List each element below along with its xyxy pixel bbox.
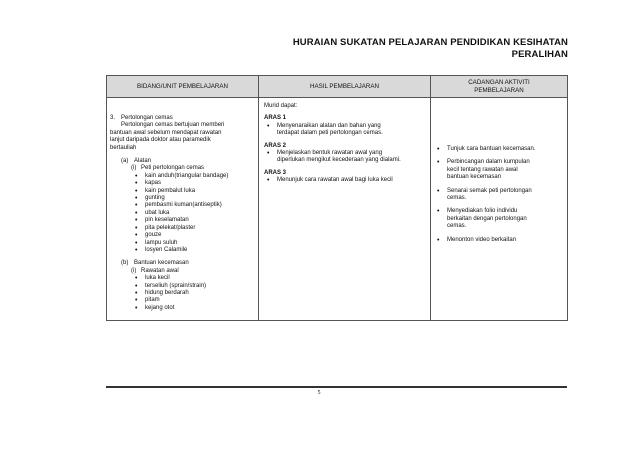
subsection-b	[110, 260, 254, 267]
cell-hasil	[259, 98, 431, 321]
list-item-text: kejang otot	[145, 304, 175, 311]
list-item-text: lampu suluh	[145, 239, 178, 246]
bullet: •	[135, 195, 138, 203]
subsection-a-i-label: (i)	[131, 165, 137, 172]
bullet: •	[135, 275, 138, 283]
text-line: cemas.	[447, 223, 467, 230]
list-item	[437, 188, 563, 203]
list-item	[264, 177, 426, 184]
list-item	[135, 240, 254, 247]
initial-treatment-list	[110, 275, 254, 312]
text-line: Perbincangan dalam kumpulan	[447, 159, 530, 166]
header-cadangan	[431, 76, 568, 98]
list-item	[135, 217, 254, 224]
list-item-text	[447, 208, 527, 230]
list-item	[135, 188, 254, 195]
bullet: •	[267, 122, 270, 130]
cell-bidang	[107, 98, 259, 321]
desc-line: bantuan awal sebelum mendapat rawatan	[110, 129, 222, 136]
list-item-text: kain anduh(triangular bandage)	[145, 172, 229, 179]
list-item-text: kain pembalut luka	[145, 187, 196, 194]
subsection-a-i	[110, 165, 254, 172]
text-line: Menjelaskan bentuk rawatan awal yang	[277, 150, 383, 157]
header-bidang: BIDANG/UNIT PEMBELAJARAN	[107, 76, 259, 98]
subsection-a-title: Alatan	[134, 158, 152, 165]
bullet: •	[437, 159, 440, 167]
list-item	[135, 305, 254, 312]
bullet: •	[135, 304, 138, 312]
list-item-text	[277, 123, 383, 138]
title-line-2: PERALIHAN	[511, 49, 568, 60]
list-item-text: pita pelekat/plaster	[145, 224, 196, 231]
list-item-text: losyen Calamile	[145, 246, 188, 253]
bullet: •	[135, 172, 138, 180]
list-item	[264, 150, 426, 165]
header-hasil: HASIL PEMBELAJARAN	[259, 76, 431, 98]
bullet: •	[135, 209, 138, 217]
list-item-text	[277, 150, 401, 165]
list-item-text: hidung berdarah	[145, 289, 189, 296]
document-title	[268, 37, 568, 61]
intro-text: Murid dapat:	[264, 103, 298, 109]
bullet: •	[135, 187, 138, 195]
list-item-text: pin keselamatan	[145, 217, 189, 224]
section-desc	[121, 122, 224, 129]
subsection-b-i	[110, 268, 254, 275]
header-cadangan-line-1: CADANGAN AKTIVITI	[468, 78, 530, 86]
bullet: •	[135, 232, 138, 240]
list-item	[264, 123, 426, 138]
text-line: kecil tentang rawatan awal	[447, 166, 518, 173]
list-item-text	[447, 188, 532, 203]
section-number: 3.	[110, 115, 116, 121]
text-line: Menyenaraikan alatan dan bahan yang	[277, 122, 381, 129]
text-line: Menyediakan folio individu	[447, 208, 518, 215]
list-item-text: gunting	[145, 195, 165, 202]
first-aid-kit-list	[110, 173, 254, 254]
bullet: •	[267, 150, 270, 158]
list-item-text: pitam	[145, 297, 160, 304]
list-item-text: pembasmi kuman(antiseptik)	[145, 202, 222, 209]
text-line: diperlukan mengikut kecederaan yang dialami.	[277, 157, 401, 164]
list-item-text	[277, 177, 393, 184]
bullet: •	[437, 236, 440, 244]
bullet: •	[437, 208, 440, 216]
cell-cadangan	[431, 98, 568, 321]
subsection-b-label: (b)	[121, 260, 129, 267]
list-item-text	[447, 146, 536, 153]
list-item	[135, 290, 254, 297]
list-item	[135, 275, 254, 282]
list-item-text	[447, 237, 516, 244]
subsection-b-i-label: (i)	[131, 267, 137, 274]
table-header-row	[107, 76, 568, 98]
list-item-text: ubat luka	[145, 209, 170, 216]
text-line: Menonton video berkaitan	[447, 236, 517, 243]
text-line: Tunjuk cara bantuan kecemasan.	[447, 146, 536, 152]
aras-3-heading: ARAS 3	[264, 169, 287, 176]
list-item	[437, 146, 563, 153]
list-item-text: luka kecil	[145, 275, 170, 282]
bullet: •	[135, 297, 138, 305]
text-line: bantuan kecemasan	[447, 174, 502, 181]
list-item-text: gouze	[145, 232, 162, 239]
desc-line: lanjut daripada doktor atau paramedik	[110, 137, 211, 144]
list-item	[135, 210, 254, 217]
desc-line: bertauliah	[110, 144, 137, 151]
subsection-a-label: (a)	[121, 158, 129, 165]
list-item-text: terseliuh (sprain/strain)	[145, 282, 207, 289]
syllabus-table	[106, 75, 568, 321]
title-line-1: HURAIAN SUKATAN PELAJARAN PENDIDIKAN KESIHATAN	[292, 37, 568, 48]
bullet: •	[135, 217, 138, 225]
text-line: terdapat dalam peti pertolongan cemas.	[277, 130, 383, 137]
bullet: •	[135, 289, 138, 297]
bullet: •	[135, 224, 138, 232]
bullet: •	[135, 180, 138, 188]
list-item	[135, 202, 254, 209]
bullet: •	[437, 146, 440, 153]
list-item	[135, 173, 254, 180]
bullet: •	[135, 282, 138, 290]
bottom-rule	[106, 386, 567, 388]
text-line: Menunjuk cara rawatan awal bagi luka kecil	[277, 177, 393, 184]
aras-2-heading: ARAS 2	[264, 142, 287, 149]
text-line: Senarai semak peti pertolongan	[447, 187, 532, 194]
list-item	[135, 180, 254, 187]
list-item	[135, 297, 254, 304]
desc-line: Pertolongan cemas bertujuan memberi	[121, 122, 225, 129]
bullet: •	[135, 239, 138, 247]
bullet: •	[135, 246, 138, 254]
list-item	[437, 159, 563, 181]
subsection-a	[110, 158, 254, 165]
list-item	[437, 237, 563, 244]
bullet: •	[135, 202, 138, 210]
list-item	[135, 283, 254, 290]
list-item-text	[447, 159, 530, 181]
table-row	[107, 98, 568, 321]
bullet: •	[437, 187, 440, 195]
header-cadangan-line-2: PEMBELAJARAN	[474, 86, 524, 94]
text-line: berkaitan dengan pertolongan	[447, 215, 527, 222]
list-item	[135, 232, 254, 239]
subsection-b-i-title: Rawatan awal	[141, 267, 179, 274]
list-item	[135, 225, 254, 232]
bullet: •	[267, 177, 270, 185]
list-item	[135, 247, 254, 254]
subsection-a-i-title: Peti pertolongan cemas	[141, 165, 205, 172]
list-item-text: kapas	[145, 180, 162, 187]
list-item	[135, 195, 254, 202]
subsection-b-title: Bantuan kecemasan	[134, 260, 189, 267]
list-item	[437, 208, 563, 230]
aras-1-heading: ARAS 1	[264, 115, 287, 122]
section-title: Pertolongan cemas	[121, 115, 173, 121]
text-line: cemas.	[447, 195, 467, 202]
page-number: 5	[317, 390, 321, 396]
